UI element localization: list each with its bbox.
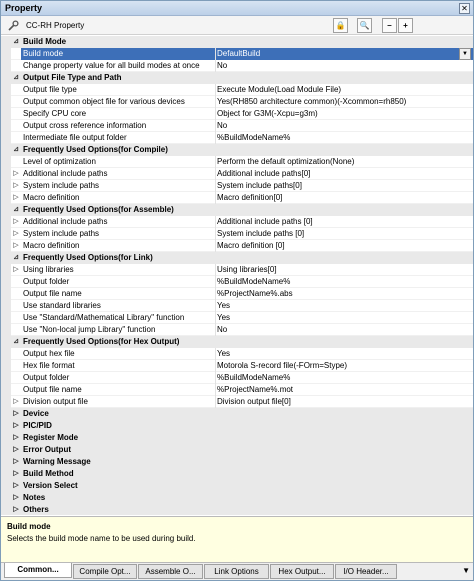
property-name: Additional include paths bbox=[23, 169, 108, 178]
row-gutter bbox=[1, 468, 11, 480]
row-gutter bbox=[1, 132, 11, 144]
property-row[interactable] bbox=[1, 240, 473, 252]
collapse-arrow-icon[interactable]: ⊿ bbox=[13, 254, 19, 261]
wrench-icon bbox=[8, 20, 19, 31]
description-text: Selects the build mode name to be used during build. bbox=[7, 534, 196, 543]
expand-arrow-icon[interactable]: ▷ bbox=[13, 410, 19, 417]
row-gutter bbox=[1, 288, 11, 300]
column-divider bbox=[215, 60, 216, 72]
row-gutter bbox=[1, 444, 11, 456]
property-row[interactable] bbox=[1, 348, 473, 360]
property-row[interactable] bbox=[1, 264, 473, 276]
column-divider bbox=[215, 396, 216, 408]
collapse-arrow-icon[interactable]: ⊿ bbox=[13, 74, 19, 81]
property-name: Specify CPU core bbox=[23, 109, 87, 118]
row-gutter bbox=[1, 480, 11, 492]
category-label: Register Mode bbox=[23, 433, 79, 442]
property-row[interactable] bbox=[1, 120, 473, 132]
expand-arrow-icon[interactable]: ▷ bbox=[13, 422, 19, 429]
category-row[interactable] bbox=[1, 432, 473, 444]
column-divider bbox=[215, 132, 216, 144]
row-gutter bbox=[1, 420, 11, 432]
category-label: Frequently Used Options(for Link) bbox=[23, 253, 153, 262]
column-divider bbox=[215, 180, 216, 192]
collapse-arrow-icon[interactable]: ⊿ bbox=[13, 338, 19, 345]
property-value[interactable]: Yes bbox=[217, 301, 231, 310]
row-gutter bbox=[1, 324, 11, 336]
expand-arrow-icon[interactable]: ▷ bbox=[13, 170, 19, 177]
property-name: Macro definition bbox=[23, 193, 80, 202]
row-gutter bbox=[1, 264, 11, 276]
property-row[interactable] bbox=[1, 324, 473, 336]
row-gutter bbox=[1, 48, 11, 60]
title-bar bbox=[1, 1, 473, 16]
property-target-name: CC-RH Property bbox=[26, 21, 85, 30]
close-icon[interactable]: ✕ bbox=[459, 3, 470, 14]
property-row[interactable] bbox=[1, 228, 473, 240]
property-name: Output folder bbox=[23, 373, 70, 382]
property-name: Output file type bbox=[23, 85, 77, 94]
row-gutter bbox=[1, 408, 11, 420]
column-divider bbox=[215, 276, 216, 288]
property-name: Output file name bbox=[23, 289, 82, 298]
property-row[interactable] bbox=[1, 132, 473, 144]
column-divider bbox=[215, 348, 216, 360]
property-row[interactable] bbox=[1, 48, 473, 60]
column-divider bbox=[215, 168, 216, 180]
row-gutter bbox=[1, 168, 11, 180]
property-row[interactable] bbox=[1, 60, 473, 72]
category-label: Frequently Used Options(for Compile) bbox=[23, 145, 168, 154]
property-row[interactable] bbox=[1, 360, 473, 372]
expand-arrow-icon[interactable]: ▷ bbox=[13, 266, 19, 273]
category-row[interactable] bbox=[1, 336, 473, 348]
category-row[interactable] bbox=[1, 72, 473, 84]
category-label: Notes bbox=[23, 493, 46, 502]
category-label: Others bbox=[23, 505, 49, 514]
category-row[interactable] bbox=[1, 480, 473, 492]
expand-arrow-icon[interactable]: ▷ bbox=[13, 242, 19, 249]
row-gutter bbox=[1, 96, 11, 108]
property-value[interactable]: Perform the default optimization(None) bbox=[217, 157, 355, 166]
category-label: Warning Message bbox=[23, 457, 91, 466]
category-label: Output File Type and Path bbox=[23, 73, 122, 82]
row-gutter bbox=[1, 492, 11, 504]
category-row[interactable] bbox=[1, 504, 473, 515]
row-gutter bbox=[1, 84, 11, 96]
property-name: Additional include paths bbox=[23, 217, 108, 226]
expand-arrow-icon[interactable]: ▷ bbox=[13, 494, 19, 501]
collapse-arrow-icon[interactable]: ⊿ bbox=[13, 206, 19, 213]
category-row[interactable] bbox=[1, 408, 473, 420]
category-label: Frequently Used Options(for Assemble) bbox=[23, 205, 174, 214]
property-value[interactable]: Additional include paths [0] bbox=[217, 217, 313, 226]
column-divider bbox=[215, 48, 216, 60]
property-name: System include paths bbox=[23, 181, 100, 190]
tab-4[interactable]: Link Options bbox=[204, 564, 269, 579]
property-row[interactable] bbox=[1, 372, 473, 384]
category-label: Build Mode bbox=[23, 37, 67, 46]
expand-arrow-icon[interactable]: ▷ bbox=[13, 506, 19, 513]
row-gutter bbox=[1, 120, 11, 132]
row-gutter bbox=[1, 60, 11, 72]
row-gutter bbox=[1, 312, 11, 324]
lock-icon[interactable]: 🔒 bbox=[333, 18, 348, 33]
row-gutter bbox=[1, 108, 11, 120]
category-row[interactable] bbox=[1, 444, 473, 456]
expand-arrow-icon[interactable]: ▷ bbox=[13, 230, 19, 237]
search-icon[interactable]: 🔍 bbox=[357, 18, 372, 33]
row-gutter bbox=[1, 276, 11, 288]
column-divider bbox=[215, 288, 216, 300]
property-value[interactable]: Using libraries[0] bbox=[217, 265, 277, 274]
collapse-all-button[interactable]: – bbox=[382, 18, 397, 33]
category-row[interactable] bbox=[1, 492, 473, 504]
property-name: Macro definition bbox=[23, 241, 80, 250]
expand-arrow-icon[interactable]: ▷ bbox=[13, 446, 19, 453]
row-gutter bbox=[1, 360, 11, 372]
property-row[interactable] bbox=[1, 180, 473, 192]
column-divider bbox=[215, 216, 216, 228]
column-divider bbox=[215, 264, 216, 276]
property-row[interactable] bbox=[1, 300, 473, 312]
expand-arrow-icon[interactable]: ▷ bbox=[13, 194, 19, 201]
property-value[interactable]: Macro definition[0] bbox=[217, 193, 283, 202]
category-row[interactable] bbox=[1, 468, 473, 480]
column-divider bbox=[215, 300, 216, 312]
expand-arrow-icon[interactable]: ▷ bbox=[13, 470, 19, 477]
expand-arrow-icon[interactable]: ▷ bbox=[13, 398, 19, 405]
column-divider bbox=[215, 324, 216, 336]
property-name: Use standard libraries bbox=[23, 301, 101, 310]
tab-5[interactable]: Hex Output... bbox=[270, 564, 334, 579]
property-row[interactable] bbox=[1, 84, 473, 96]
tab-3[interactable]: Assemble O... bbox=[138, 564, 203, 579]
row-gutter bbox=[1, 384, 11, 396]
property-row[interactable] bbox=[1, 276, 473, 288]
category-row[interactable] bbox=[1, 252, 473, 264]
row-gutter bbox=[1, 180, 11, 192]
property-row[interactable] bbox=[1, 96, 473, 108]
expand-arrow-icon[interactable]: ▷ bbox=[13, 434, 19, 441]
category-row[interactable] bbox=[1, 420, 473, 432]
property-name: Intermediate file output folder bbox=[23, 133, 127, 142]
toolbar bbox=[1, 16, 473, 35]
property-value[interactable]: Execute Module(Load Module File) bbox=[217, 85, 342, 94]
property-row[interactable] bbox=[1, 156, 473, 168]
property-value[interactable]: %BuildModeName% bbox=[217, 133, 291, 142]
expand-arrow-icon[interactable]: ▷ bbox=[13, 458, 19, 465]
expand-arrow-icon[interactable]: ▷ bbox=[13, 482, 19, 489]
expand-arrow-icon[interactable]: ▷ bbox=[13, 218, 19, 225]
property-name: Hex file format bbox=[23, 361, 75, 370]
row-gutter bbox=[1, 72, 11, 84]
property-name: System include paths bbox=[23, 229, 100, 238]
property-value[interactable]: Motorola S-record file(-FOrm=Stype) bbox=[217, 361, 348, 370]
property-name: Output folder bbox=[23, 277, 70, 286]
category-label: Build Method bbox=[23, 469, 74, 478]
property-value[interactable]: No bbox=[217, 325, 228, 334]
property-row[interactable] bbox=[1, 396, 473, 408]
property-value[interactable]: No bbox=[217, 121, 228, 130]
row-gutter bbox=[1, 348, 11, 360]
category-label: Error Output bbox=[23, 445, 71, 454]
property-value[interactable]: %ProjectName%.mot bbox=[217, 385, 294, 394]
panel-title: Property bbox=[5, 3, 43, 13]
column-divider bbox=[215, 228, 216, 240]
property-value[interactable]: DefaultBuild bbox=[217, 49, 261, 58]
column-divider bbox=[215, 372, 216, 384]
property-row[interactable] bbox=[1, 384, 473, 396]
property-value[interactable]: Macro definition [0] bbox=[217, 241, 285, 250]
property-name: Using libraries bbox=[23, 265, 74, 274]
property-value[interactable]: Division output file[0] bbox=[217, 397, 291, 406]
property-name: Use "Non-local jump Library" function bbox=[23, 325, 156, 334]
row-gutter bbox=[1, 504, 11, 515]
column-divider bbox=[215, 384, 216, 396]
collapse-arrow-icon[interactable]: ⊿ bbox=[13, 38, 19, 45]
property-row[interactable] bbox=[1, 108, 473, 120]
row-gutter bbox=[1, 432, 11, 444]
property-value[interactable]: Object for G3M(-Xcpu=g3m) bbox=[217, 109, 318, 118]
column-divider bbox=[215, 108, 216, 120]
property-name: Division output file bbox=[23, 397, 88, 406]
property-value[interactable]: Yes bbox=[217, 313, 231, 322]
property-value[interactable]: %BuildModeName% bbox=[217, 373, 291, 382]
property-name: Output hex file bbox=[23, 349, 75, 358]
column-divider bbox=[215, 312, 216, 324]
category-label: Frequently Used Options(for Hex Output) bbox=[23, 337, 180, 346]
column-divider bbox=[215, 96, 216, 108]
row-gutter bbox=[1, 228, 11, 240]
row-gutter bbox=[1, 252, 11, 264]
tab-6[interactable]: I/O Header... bbox=[335, 564, 397, 579]
property-value[interactable]: System include paths[0] bbox=[217, 181, 302, 190]
row-gutter bbox=[1, 36, 11, 48]
property-row[interactable] bbox=[1, 288, 473, 300]
property-grid bbox=[1, 36, 473, 515]
tab-2[interactable]: Compile Opt... bbox=[73, 564, 137, 579]
row-gutter bbox=[1, 204, 11, 216]
category-row[interactable] bbox=[1, 204, 473, 216]
property-value[interactable]: %BuildModeName% bbox=[217, 277, 291, 286]
property-name: Output cross reference information bbox=[23, 121, 147, 130]
category-label: Version Select bbox=[23, 481, 78, 490]
column-divider bbox=[215, 240, 216, 252]
category-row[interactable] bbox=[1, 36, 473, 48]
row-gutter bbox=[1, 240, 11, 252]
tab-strip bbox=[1, 562, 473, 580]
row-gutter bbox=[1, 192, 11, 204]
column-divider bbox=[215, 192, 216, 204]
property-value[interactable]: No bbox=[217, 61, 228, 70]
property-name: Output common object file for various devices bbox=[23, 97, 185, 106]
column-divider bbox=[215, 120, 216, 132]
property-value[interactable]: %ProjectName%.abs bbox=[217, 289, 293, 298]
tab-1[interactable]: Common... bbox=[4, 563, 72, 578]
expand-all-button[interactable]: + bbox=[398, 18, 413, 33]
description-pane bbox=[1, 516, 473, 562]
property-row[interactable] bbox=[1, 168, 473, 180]
expand-arrow-icon[interactable]: ▷ bbox=[13, 182, 19, 189]
property-name: Output file name bbox=[23, 385, 82, 394]
column-divider bbox=[215, 84, 216, 96]
row-gutter bbox=[1, 336, 11, 348]
property-name: Build mode bbox=[23, 49, 64, 58]
description-title: Build mode bbox=[7, 522, 51, 531]
category-row[interactable] bbox=[1, 144, 473, 156]
row-gutter bbox=[1, 456, 11, 468]
row-gutter bbox=[1, 396, 11, 408]
row-gutter bbox=[1, 144, 11, 156]
category-label: PIC/PID bbox=[23, 421, 52, 430]
property-value[interactable]: System include paths [0] bbox=[217, 229, 305, 238]
property-value[interactable]: Yes bbox=[217, 349, 231, 358]
property-row[interactable] bbox=[1, 312, 473, 324]
property-row[interactable] bbox=[1, 216, 473, 228]
dropdown-arrow-icon[interactable]: ▼ bbox=[459, 48, 471, 60]
column-divider bbox=[215, 156, 216, 168]
property-row[interactable] bbox=[1, 192, 473, 204]
column-divider bbox=[215, 360, 216, 372]
property-name: Change property value for all build modes at once bbox=[23, 61, 200, 70]
property-name: Use "Standard/Mathematical Library" function bbox=[23, 313, 185, 322]
row-gutter bbox=[1, 156, 11, 168]
row-gutter bbox=[1, 216, 11, 228]
collapse-arrow-icon[interactable]: ⊿ bbox=[13, 146, 19, 153]
tab-list-icon[interactable]: ▼ bbox=[462, 566, 470, 575]
category-row[interactable] bbox=[1, 456, 473, 468]
category-label: Device bbox=[23, 409, 49, 418]
row-gutter bbox=[1, 372, 11, 384]
property-value[interactable]: Yes(RH850 architecture common)(-Xcommon=rh850) bbox=[217, 97, 407, 106]
row-gutter bbox=[1, 300, 11, 312]
property-value[interactable]: Additional include paths[0] bbox=[217, 169, 311, 178]
property-name: Level of optimization bbox=[23, 157, 96, 166]
